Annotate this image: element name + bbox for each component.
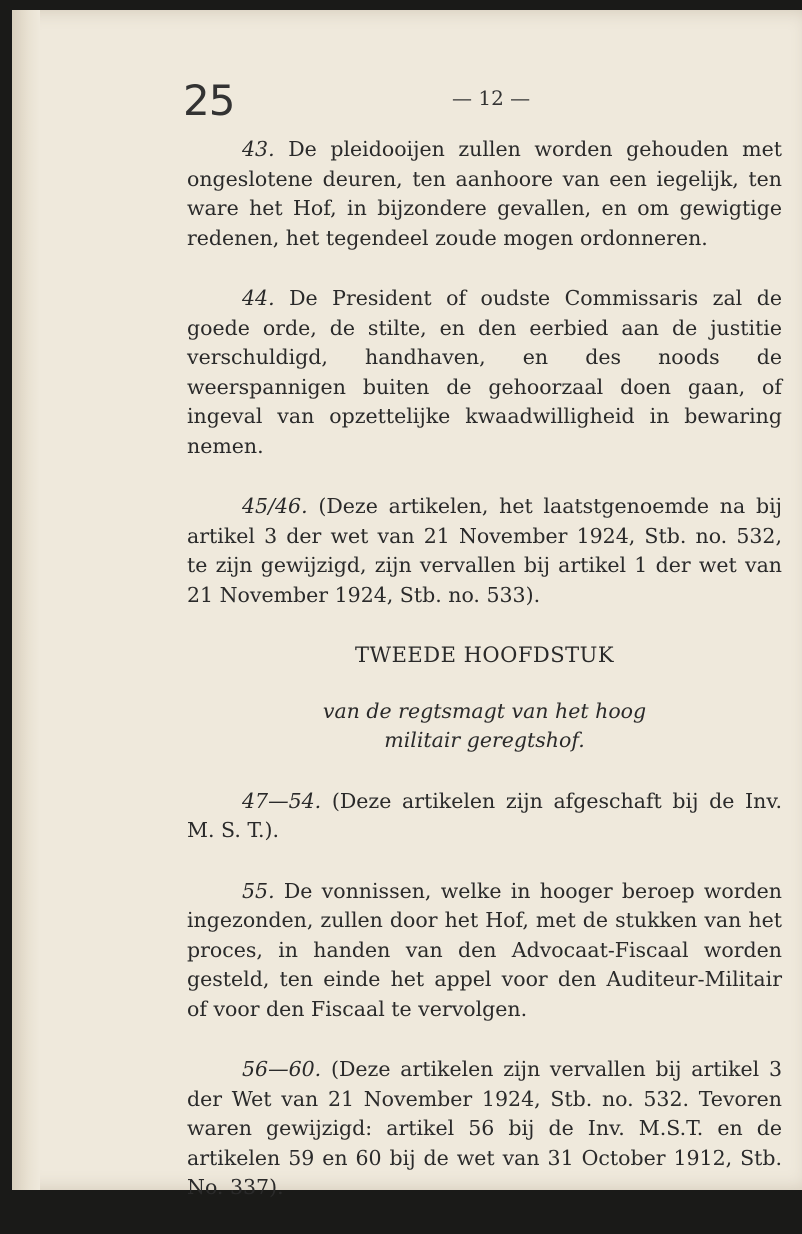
chapter-subtitle (187, 697, 782, 756)
article-45-46 (187, 492, 782, 610)
article-number: 47—54. (242, 788, 322, 813)
article-text: (Deze artikelen zijn vervallen bij artikel 3 der Wet van 21 November 1924, Stb. no. 532. Tevoren waren gewijzigd: artikel 56 bij de Inv. M.S.T. en de artikelen 59 en 60 bij de wet van 31 October 1912, Stb. No. 337). (187, 1057, 782, 1199)
chapter-subtitle-line-1: van de regtsmagt van het hoog (322, 698, 647, 723)
article-text: De pleidooijen zullen worden gehouden met ongeslotene deuren, ten aanhoore van een iegelijk, ten ware het Hof, in bijzondere gevallen, en om gewigtige redenen, het tegendeel zoude mogen ordonneren. (187, 137, 782, 250)
article-number: 56—60. (242, 1057, 322, 1081)
article-text: De vonnissen, welke in hooger beroep worden ingezonden, zullen door het Hof, met de stukken van het proces, in handen van den Advocaat-Fiscaal worden gesteld, ten einde het appel voor den Auditeur-Militair of voor den Fiscaal te vervolgen. (187, 878, 782, 1021)
article-number: 45/46. (242, 494, 308, 518)
page-binding-edge (12, 10, 40, 1190)
page-number-header: — 12 — (452, 86, 531, 110)
article-text: (Deze artikelen, het laatstgenoemde na bij artikel 3 der wet van 21 November 1924, Stb. no. 532, te zijn gewijzigd, zijn vervallen bij artikel 1 der wet van 21 November 1924, Stb. no. 533). (187, 494, 782, 607)
article-number: 43. (242, 137, 275, 161)
article-text: De President of oudste Commissaris zal de goede orde, de stilte, en den eerbied aan de justitie verschuldigd, handhaven, en des noods de weerspannigen buiten de gehoorzaal doen gaan, of ingeval van opzettelijke kwaadwilligheid in bewaring nemen. (187, 286, 782, 458)
article-text: (Deze artikelen zijn afgeschaft bij de Inv. M. S. T.). (187, 788, 782, 842)
chapter-title: TWEEDE HOOFDSTUK (354, 643, 615, 667)
article-55 (187, 877, 782, 1025)
archive-stamp-number: 25 (183, 76, 235, 125)
article-number: 44. (242, 286, 275, 310)
article-43 (187, 135, 782, 253)
article-56-60 (187, 1055, 782, 1203)
article-47-54 (187, 787, 782, 846)
document-page (12, 10, 802, 1199)
chapter-subtitle-line-2: militair geregtshof. (384, 728, 585, 752)
article-number: 55. (242, 878, 275, 903)
article-44 (187, 284, 782, 461)
page-content (187, 135, 782, 1234)
